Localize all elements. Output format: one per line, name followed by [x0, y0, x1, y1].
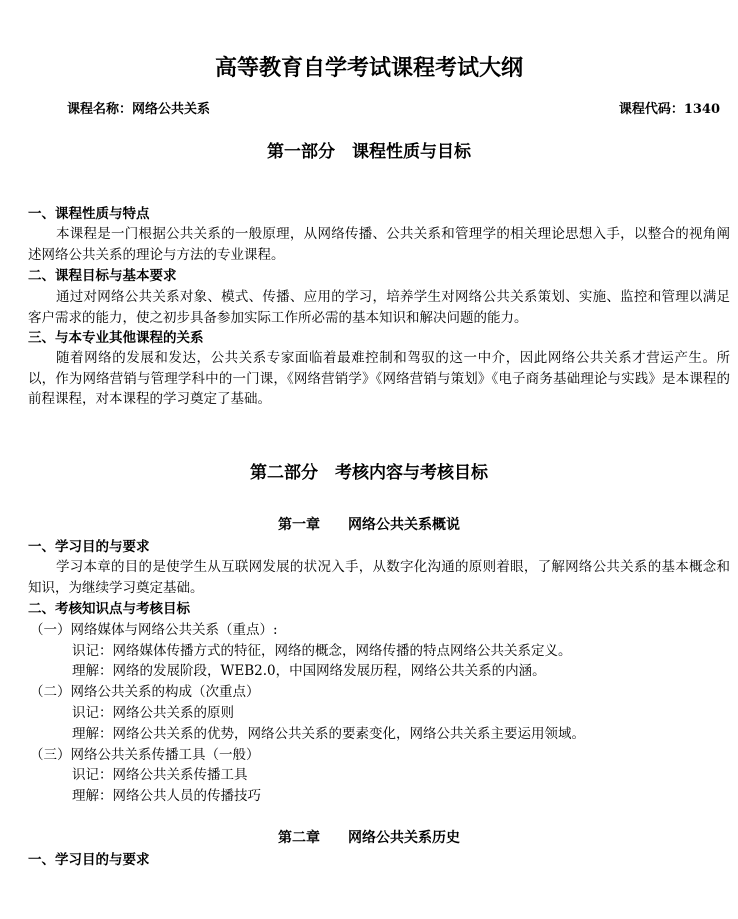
knowledge-point-1-understand: 理解：网络的发展阶段，WEB2.0，中国网络发展历程，网络公共关系的内涵。 — [72, 663, 546, 679]
chapter1-section2-heading: 二、考核知识点与考核目标 — [28, 601, 190, 617]
knowledge-point-2-recall: 识记：网络公共关系的原则 — [72, 705, 234, 721]
knowledge-point-2-understand: 理解：网络公共关系的优势，网络公共关系的要素变化，网络公共关系主要运用领域。 — [72, 726, 585, 742]
part1-title: 第一部分 课程性质与目标 — [267, 142, 471, 162]
part1-section1-heading: 一、课程性质与特点 — [28, 206, 150, 222]
knowledge-point-2-title: （二）网络公共关系的构成（次重点） — [30, 684, 260, 700]
part1-section1-body: 本课程是一门根据公共关系的一般原理，从网络传播、公共关系和管理学的相关理论思想入手，以整合的视角阐述网络公共关系的理论与方法的专业课程。 — [28, 226, 730, 263]
part1-section2-body: 通过对网络公共关系对象、模式、传播、应用的学习，培养学生对网络公共关系策划、实施、监控和管理以满足客户需求的能力，使之初步具备参加实际工作所必需的基本知识和解决问题的能力。 — [28, 289, 730, 326]
course-code: 课程代码：1340 — [618, 102, 720, 117]
chapter1-section1-heading: 一、学习目的与要求 — [28, 539, 150, 555]
document-title: 高等教育自学考试课程考试大纲 — [214, 56, 523, 81]
part1-section3-body: 随着网络的发展和发达，公共关系专家面临着最难控制和驾驭的这一中介，因此网络公共关系才营运产生。所以，作为网络营销与管理学科中的一门课，《网络营销学》《网络营销与策划》《电子商务基础理论与实践》是本课程的前程课程，对本课程的学习奠定了基础。 — [28, 350, 730, 408]
course-name: 课程名称：网络公共关系 — [67, 102, 211, 117]
part1-section3-heading: 三、与本专业其他课程的关系 — [28, 330, 204, 346]
chapter2-title: 第二章 网络公共关系历史 — [278, 830, 460, 846]
knowledge-point-3-title: （三）网络公共关系传播工具（一般） — [30, 747, 260, 763]
chapter1-title: 第一章 网络公共关系概说 — [278, 517, 460, 533]
chapter2-section1-heading: 一、学习目的与要求 — [28, 852, 150, 868]
part1-section2-heading: 二、课程目标与基本要求 — [28, 268, 177, 284]
part2-title: 第二部分 考核内容与考核目标 — [250, 463, 488, 483]
knowledge-point-3-understand: 理解：网络公共人员的传播技巧 — [72, 788, 261, 804]
knowledge-point-3-recall: 识记：网络公共关系传播工具 — [72, 767, 248, 783]
chapter1-section1-body: 学习本章的目的是使学生从互联网发展的状况入手，从数字化沟通的原则着眼，了解网络公共关系的基本概念和知识，为继续学习奠定基础。 — [28, 559, 730, 596]
knowledge-point-1-recall: 识记：网络媒体传播方式的特征，网络的概念，网络传播的特点网络公共关系定义。 — [72, 643, 572, 659]
knowledge-point-1-title: （一）网络媒体与网络公共关系（重点）: — [30, 622, 278, 638]
